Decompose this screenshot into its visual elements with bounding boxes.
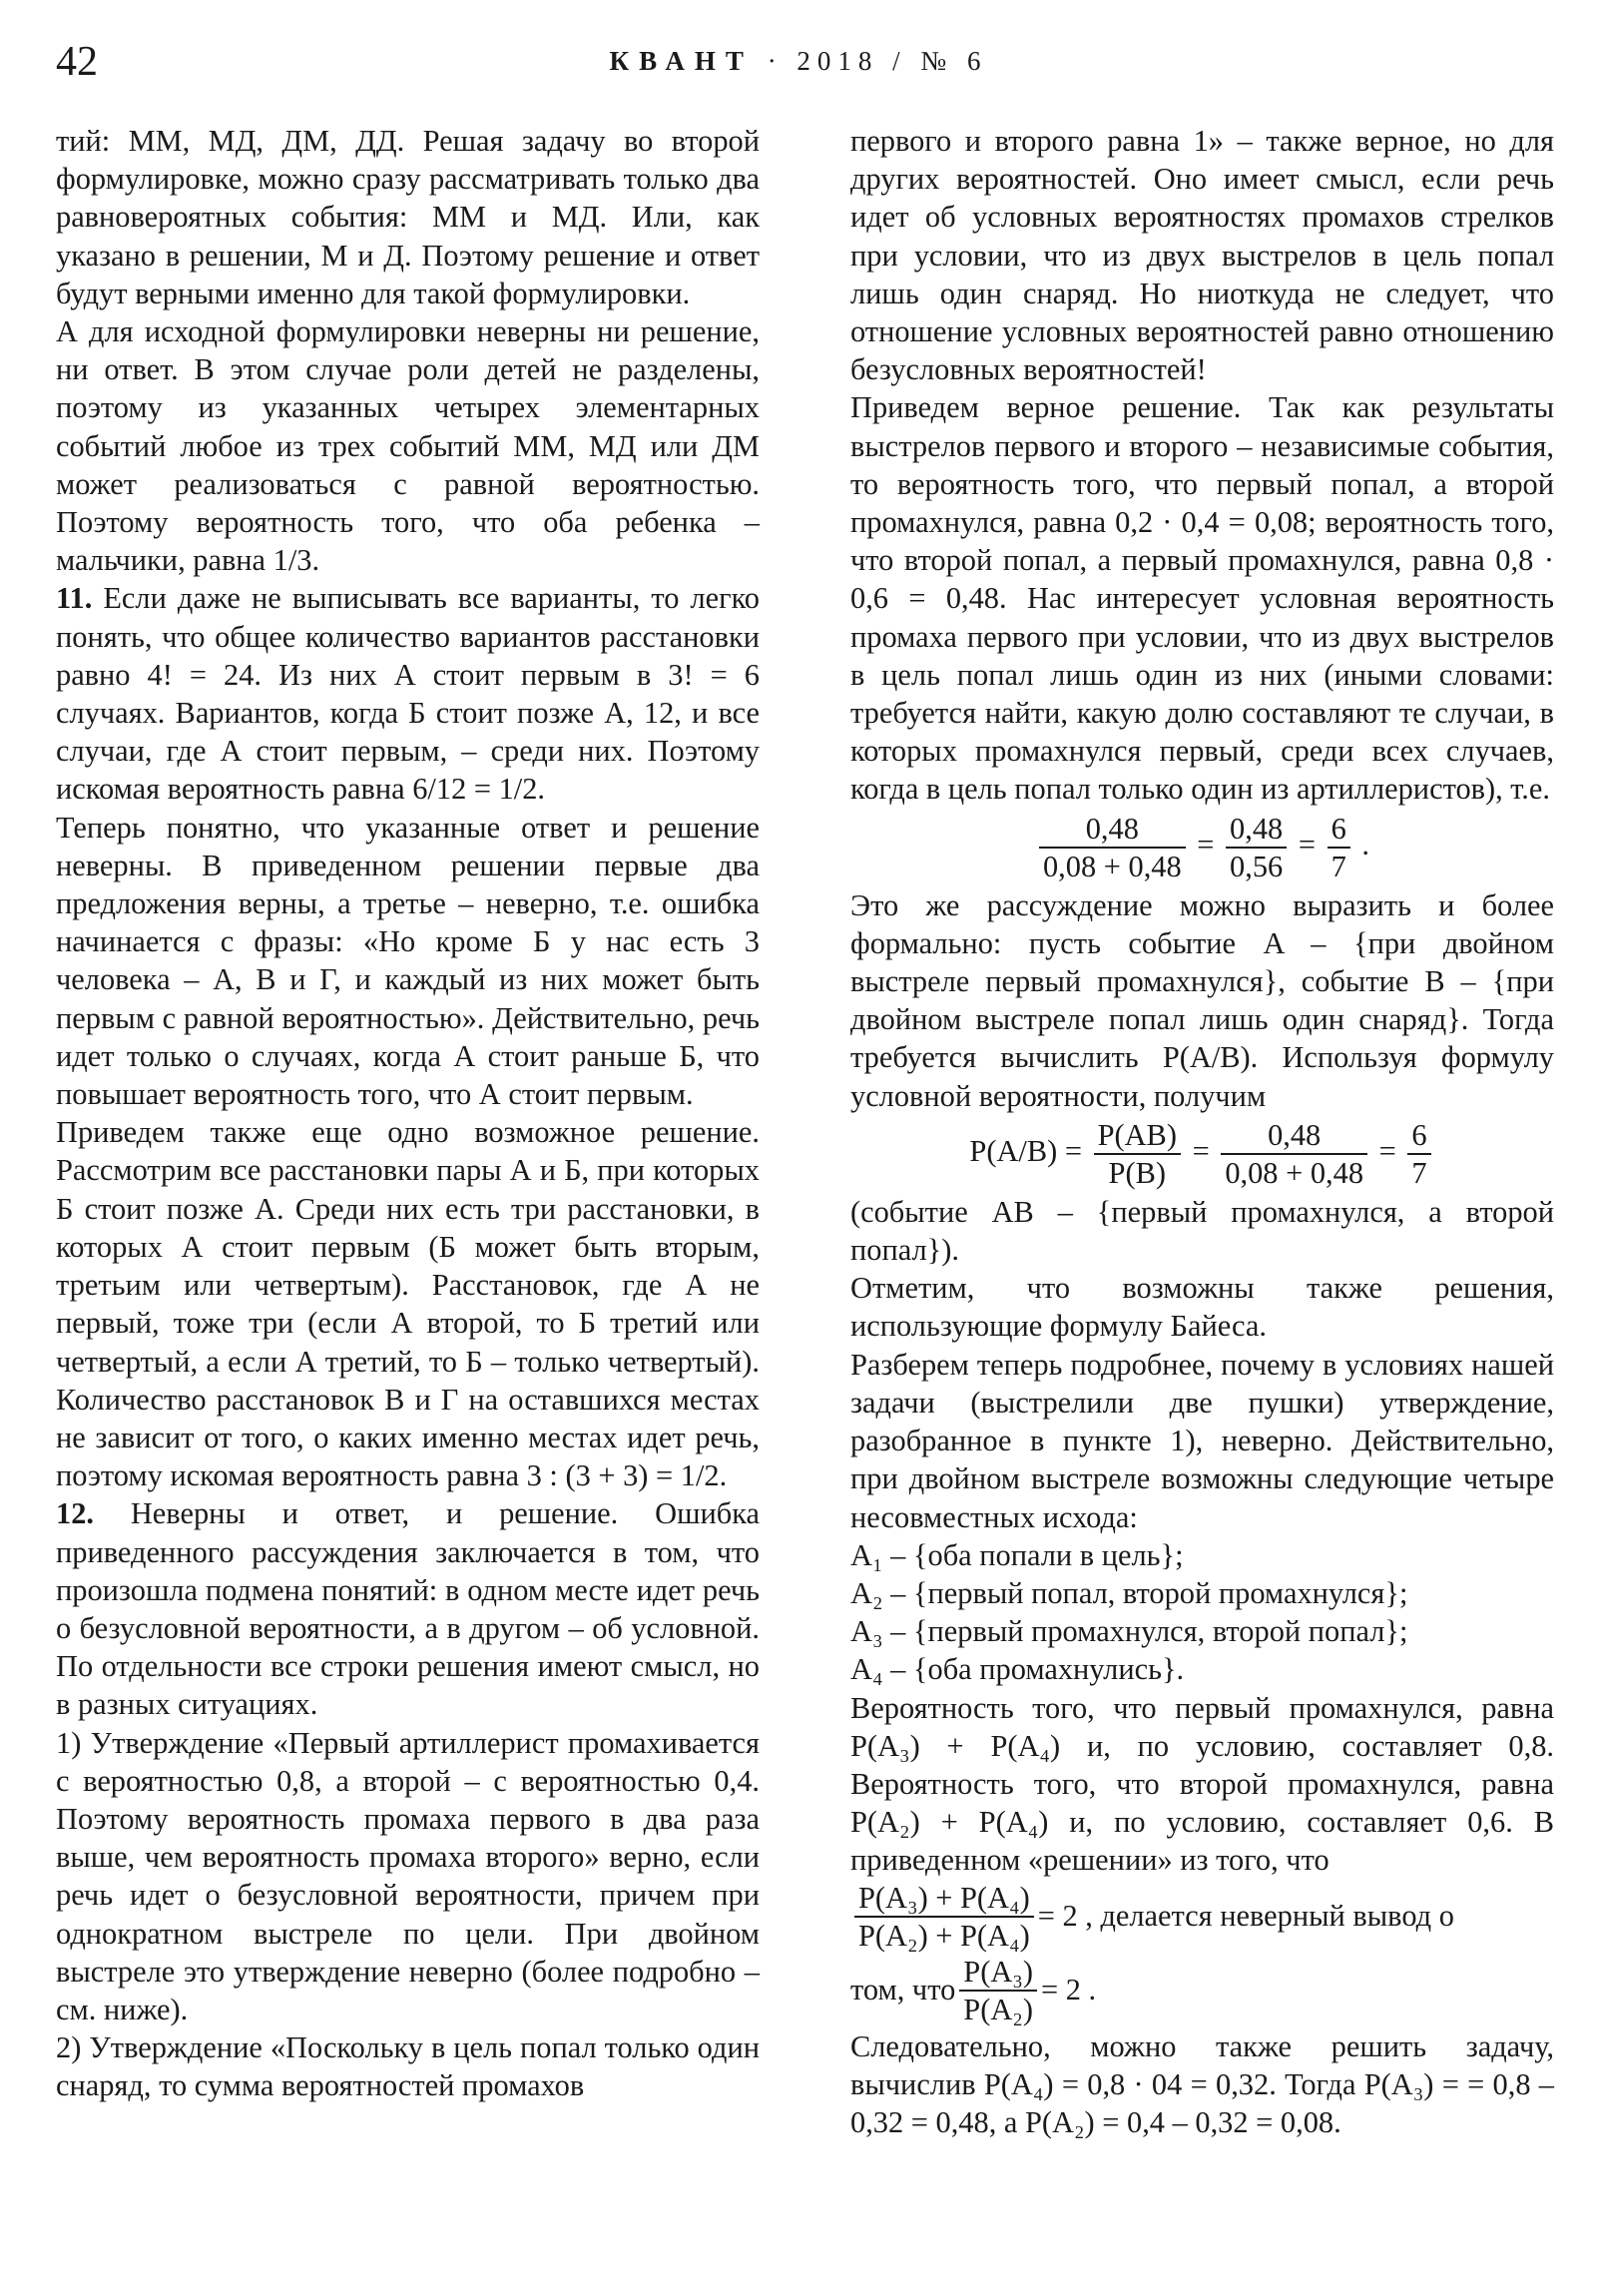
paragraph: Приведем также еще одно возможное решение. Рассмотрим все расстановки пары А и Б, при которых Б стоит позже А. Среди них есть три расстановки, в которых А стоит первым (Б может быть вторым, третьим или четвертым). Расстановок, где А не первый, тоже три (если А второй, то Б третий или четвертый, а если А третий, то Б – только четвертый). Количество расстановок В и Г на оставшихся местах не зависит от того, о каких именно местах идет речь, поэтому искомая вероятность равна 3 : (3 + 3) = 1/2. [56, 1115, 760, 1493]
equation-lhs: P(A/B) = [969, 1133, 1082, 1168]
fraction [1407, 1117, 1430, 1191]
left-column [56, 122, 760, 2105]
denominator: 0,08 + 0,48 [1225, 1155, 1364, 1190]
equation-3 [850, 1880, 1554, 1954]
numerator: P(A₃) + P(A₄) [854, 1880, 1034, 1918]
numerator: P(AB) [1094, 1117, 1181, 1155]
paragraph: Разберем теперь подробнее, почему в условиях нашей задачи (выстрелили две пушки) утверждение, разобранное в пункте 1), неверно. Действительно, при двойном выстреле возможны следующие четыре несовместных исхода: [850, 1347, 1554, 1534]
page-number: 42 [56, 39, 98, 85]
equals-sign: = [1378, 1133, 1396, 1168]
equation-tail: = 2 . [1040, 1973, 1097, 2008]
paragraph-text: Если даже не выписывать все варианты, то легко понять, что общее количество вариантов расстановки равно 4! = 24. Из них А стоит первым в 3! = 6 случаях. Вариантов, когда Б стоит позже А, 12, и все случаи, где А стоит первым, – среди них. Поэтому искомая вероятность равна 6/12 = 1/2. [56, 581, 760, 807]
period: . [1361, 827, 1370, 861]
fraction [1226, 811, 1287, 884]
numerator: 6 [1328, 811, 1350, 849]
outcome-item: A₁ – {оба попали в цель}; [850, 1537, 1184, 1572]
outcome-item: A₄ – {оба промахнулись}. [850, 1652, 1185, 1687]
denominator: 0,56 [1230, 849, 1284, 883]
paragraph: 1) Утверждение «Первый артиллерист промахивается с вероятностью 0,8, а второй – с вероятностью 0,4. Поэтому вероятность промаха первого в два раза выше, чем вероятность промаха второго» верно, если речь идет о безусловной вероятности, причем при однократном выстреле по цели. При двойном выстреле это утверждение неверно (более подробно – см. ниже). [56, 1725, 760, 2026]
equation-prefix: том, что [850, 1973, 956, 2008]
fraction [1221, 1117, 1367, 1191]
paragraph: 2) Утверждение «Поскольку в цель попал только один снаряд, то сумма вероятностей промахов [56, 2030, 760, 2103]
denominator: 0,08 + 0,48 [1042, 849, 1182, 883]
problem-11 [56, 579, 760, 808]
equation-tail: = 2 , делается неверный вывод о [1037, 1899, 1454, 1934]
running-head [0, 46, 1597, 77]
equals-sign: = [1197, 827, 1215, 861]
paragraph: Теперь понятно, что указанные ответ и решение неверны. В приведенном решении первые два предложения верны, а третье – неверно, т.е. ошибка начинается с фразы: «Но кроме Б у нас есть 3 человека – А, В и Г, и каждый из них может быть первым с равной вероятностью». Действительно, речь идет только о случаях, когда А стоит раньше Б, что повышает вероятность того, что А стоит первым. [56, 810, 760, 1112]
equals-sign: = [1298, 827, 1316, 861]
denominator: P(A₂) + P(A₄) [858, 1918, 1030, 1953]
paragraph: А для исходной формулировки неверны ни решение, ни ответ. В этом случае роли детей не разделены, поэтому из указанных четырех элементарных событий любое из трех событий ММ, МД или ДМ может реализоваться с равной вероятностью. Поэтому вероятность того, что оба ребенка – мальчики, равна 1/3. [56, 314, 760, 578]
outcome-item: A₂ – {первый попал, второй промахнулся}; [850, 1575, 1408, 1610]
right-column [850, 122, 1554, 2141]
denominator: 7 [1411, 1155, 1427, 1190]
equals-sign: = [1192, 1133, 1210, 1168]
fraction [854, 1880, 1034, 1954]
numerator: 0,48 [1221, 1117, 1367, 1155]
paragraph: Отметим, что возможны также решения, использующие формулу Байеса. [850, 1271, 1554, 1344]
fraction [1039, 811, 1186, 884]
equation-2 [850, 1117, 1554, 1191]
problem-number: 11. [56, 581, 93, 616]
journal-title: КВАНТ [609, 46, 754, 76]
paragraph: Приведем верное решение. Так как результаты выстрелов первого и второго – независимые события, то вероятность того, что первый попал, а второй промахнулся, равна 0,2 · 0,4 = 0,08; вероятность того, что второй попал, а первый промахнулся, равна 0,8 · 0,6 = 0,48. Нас интересует условная вероятность промаха первого при условии, что из двух выстрелов в цель попал лишь один из них (иными словами: требуется найти, какую долю составляют те случаи, в которых промахнулся первый, среди всех случаев, когда в цель попал только один из артиллеристов), т.е. [850, 390, 1554, 807]
equation-4 [850, 1954, 1554, 2027]
paragraph: (событие AB – {первый промахнулся, а второй попал}). [850, 1194, 1554, 1268]
fraction [1094, 1117, 1181, 1191]
paragraph: Это же рассуждение можно выразить и более формально: пусть событие A – {при двойном выстреле первый промахнулся}, событие B – {при двойном выстреле попал лишь один снаряд}. Тогда требуется вычислить P(A/B). Используя формулу условной вероятности, получим [850, 887, 1554, 1113]
issue-label: · 2018 / № 6 [767, 46, 988, 76]
denominator: P(A₂) [963, 1992, 1033, 2026]
paragraph: первого и второго равна 1» – также верное, но для других вероятностей. Оно имеет смысл, если речь идет об условных вероятностях промахов стрелков при условии, что из двух выстрелов в цель попал лишь один снаряд. Но ниоткуда не следует, что отношение условных вероятностей равно отношению безусловных вероятностей! [850, 124, 1554, 387]
fraction [959, 1954, 1037, 2027]
denominator: 7 [1331, 849, 1346, 883]
paragraph-text: Неверны и ответ, и решение. Ошибка приведенного рассуждения заключается в том, что произошла подмена понятий: в одном месте идет речь о безусловной вероятности, а в другом – об условной. По отдельности все строки решения имеют смысл, но в разных ситуациях. [56, 1496, 760, 1722]
denominator: P(B) [1108, 1155, 1166, 1190]
numerator: 0,48 [1226, 811, 1287, 849]
fraction [1328, 811, 1350, 884]
numerator: P(A₃) [959, 1954, 1037, 1992]
numerator: 6 [1407, 1117, 1430, 1155]
paragraph: тий: ММ, МД, ДМ, ДД. Решая задачу во второй формулировке, можно сразу рассматривать только два равновероятных события: ММ и МД. Или, как указано в решении, М и Д. Поэтому решение и ответ будут верными именно для такой формулировки. [56, 124, 760, 310]
outcome-item: A₃ – {первый промахнулся, второй попал}; [850, 1614, 1408, 1649]
numerator: 0,48 [1039, 811, 1186, 849]
paragraph: Следовательно, можно также решить задачу, вычислив P(A₄) = 0,8 · 04 = 0,32. Тогда P(A₃) = = 0,8 – 0,32 = 0,48, а P(A₂) = 0,4 – 0,32 = 0,08. [850, 2028, 1554, 2139]
problem-12 [56, 1494, 760, 1723]
problem-number: 12. [56, 1496, 94, 1531]
equation-1 [850, 811, 1554, 884]
paragraph: Вероятность того, что первый промахнулся, равна P(A₃) + P(A₄) и, по условию, составляет 0,8. Вероятность того, что второй промахнулся, равна P(A₂) + P(A₄) и, по условию, составляет 0,6. В приведенном «решении» из того, что [850, 1690, 1554, 1878]
